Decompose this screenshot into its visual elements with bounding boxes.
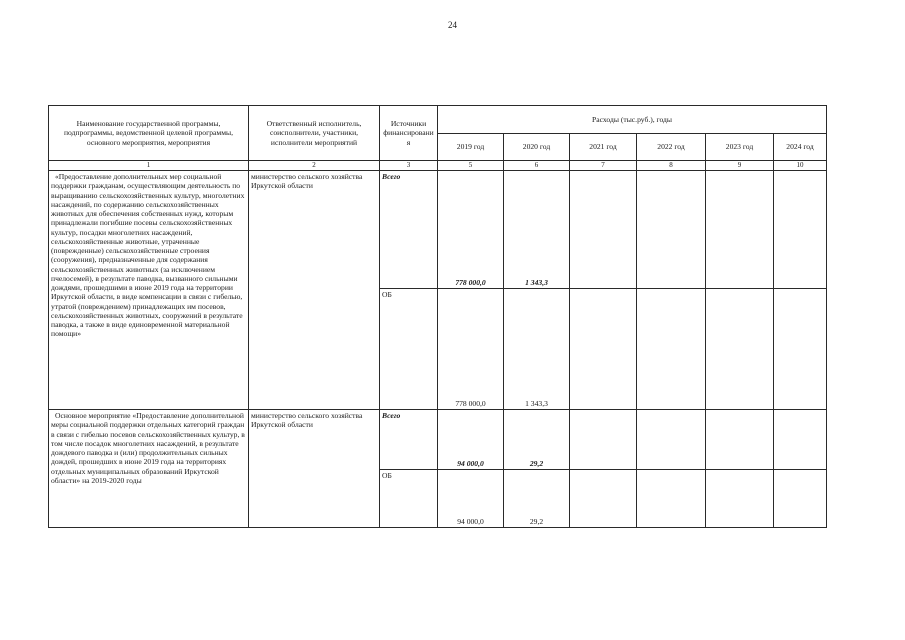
amount-cell xyxy=(637,410,706,470)
amount-cell xyxy=(637,470,706,528)
budget-table xyxy=(48,105,827,528)
funding-source-regional: ОБ xyxy=(380,470,438,528)
executor-cell: министерство сельского хозяйства Иркутской области xyxy=(249,410,380,528)
header-year: 2023 год xyxy=(706,134,774,161)
amount-cell xyxy=(774,289,827,410)
amount-cell: 29,2 xyxy=(504,470,570,528)
table-row xyxy=(49,171,827,289)
amount-cell xyxy=(706,289,774,410)
header-year: 2020 год xyxy=(504,134,570,161)
amount-cell: 778 000,0 xyxy=(438,289,504,410)
header-year: 2019 год xyxy=(438,134,504,161)
amount-cell xyxy=(706,470,774,528)
header-executor: Ответственный исполнитель, соисполнители, участники, исполнители мероприятий xyxy=(249,106,380,161)
column-number: 2 xyxy=(249,161,380,171)
amount-cell xyxy=(570,410,637,470)
amount-cell xyxy=(706,410,774,470)
amount-cell xyxy=(774,410,827,470)
header-program-name: Наименование государственной программы, подпрограммы, ведомственной целевой программы, основного мероприятия, мероприятия xyxy=(49,106,249,161)
program-description: «Предоставление дополнительных мер социальной поддержки гражданам, осуществляющим деятельность по выращиванию сельскохозяйственных культур, многолетних насаждений, по содержанию сельскохозяйственных животных для обеспечения собственных нужд, которым принадлежали погибшие посевы сельскохозяйственных культур, посадки многолетних насаждений, сельскохозяйственные животные, утраченные (поврежденные) сельскохозяйственные строения (сооружения), предназначенные для содержания сельскохозяйственных животных (за исключением пчелосемей), в результате паводка, вызванного сильными дождями, прошедшими в июне 2019 года на территории Иркутской области, в виде компенсации в связи с гибелью, утратой (повреждением) принадлежащих им посевов, сельскохозяйственных животных, сооружений в результате паводка, а также в виде единовременной материальной помощи» xyxy=(49,171,249,410)
header-year: 2024 год xyxy=(774,134,827,161)
header-row-1 xyxy=(49,106,827,134)
column-number: 6 xyxy=(504,161,570,171)
amount-cell: 29,2 xyxy=(504,410,570,470)
amount-cell xyxy=(570,289,637,410)
column-number-row xyxy=(49,161,827,171)
column-number: 3 xyxy=(380,161,438,171)
amount-cell: 94 000,0 xyxy=(438,470,504,528)
column-number: 7 xyxy=(570,161,637,171)
page-number: 24 xyxy=(448,20,457,30)
table-row xyxy=(49,410,827,470)
header-expenses: Расходы (тыс.руб.), годы xyxy=(438,106,827,134)
amount-cell xyxy=(570,470,637,528)
column-number: 10 xyxy=(774,161,827,171)
amount-cell xyxy=(637,289,706,410)
column-number: 8 xyxy=(637,161,706,171)
amount-cell: 1 343,3 xyxy=(504,171,570,289)
column-number: 5 xyxy=(438,161,504,171)
amount-cell: 778 000,0 xyxy=(438,171,504,289)
amount-cell: 1 343,3 xyxy=(504,289,570,410)
amount-cell xyxy=(706,171,774,289)
executor-cell: министерство сельского хозяйства Иркутской области xyxy=(249,171,380,410)
header-year: 2021 год xyxy=(570,134,637,161)
column-number: 1 xyxy=(49,161,249,171)
funding-source-regional: ОБ xyxy=(380,289,438,410)
amount-cell xyxy=(774,171,827,289)
amount-cell xyxy=(570,171,637,289)
header-year: 2022 год xyxy=(637,134,706,161)
amount-cell xyxy=(637,171,706,289)
column-number: 9 xyxy=(706,161,774,171)
funding-source-total: Всего xyxy=(380,410,438,470)
amount-cell: 94 000,0 xyxy=(438,410,504,470)
header-funding-source: Источники финансировани я xyxy=(380,106,438,161)
program-description: Основное мероприятие «Предоставление дополнительной меры социальной поддержки отдельных категорий граждан в связи с гибелью посевов сельскохозяйственных культур, в том числе посадок многолетних насаждений, в результате дождевого паводка и (или) продолжительных сильных дождей, прошедших в июне 2019 года на территориях отдельных муниципальных образований Иркутской области» на 2019-2020 годы xyxy=(49,410,249,528)
amount-cell xyxy=(774,470,827,528)
funding-source-total: Всего xyxy=(380,171,438,289)
